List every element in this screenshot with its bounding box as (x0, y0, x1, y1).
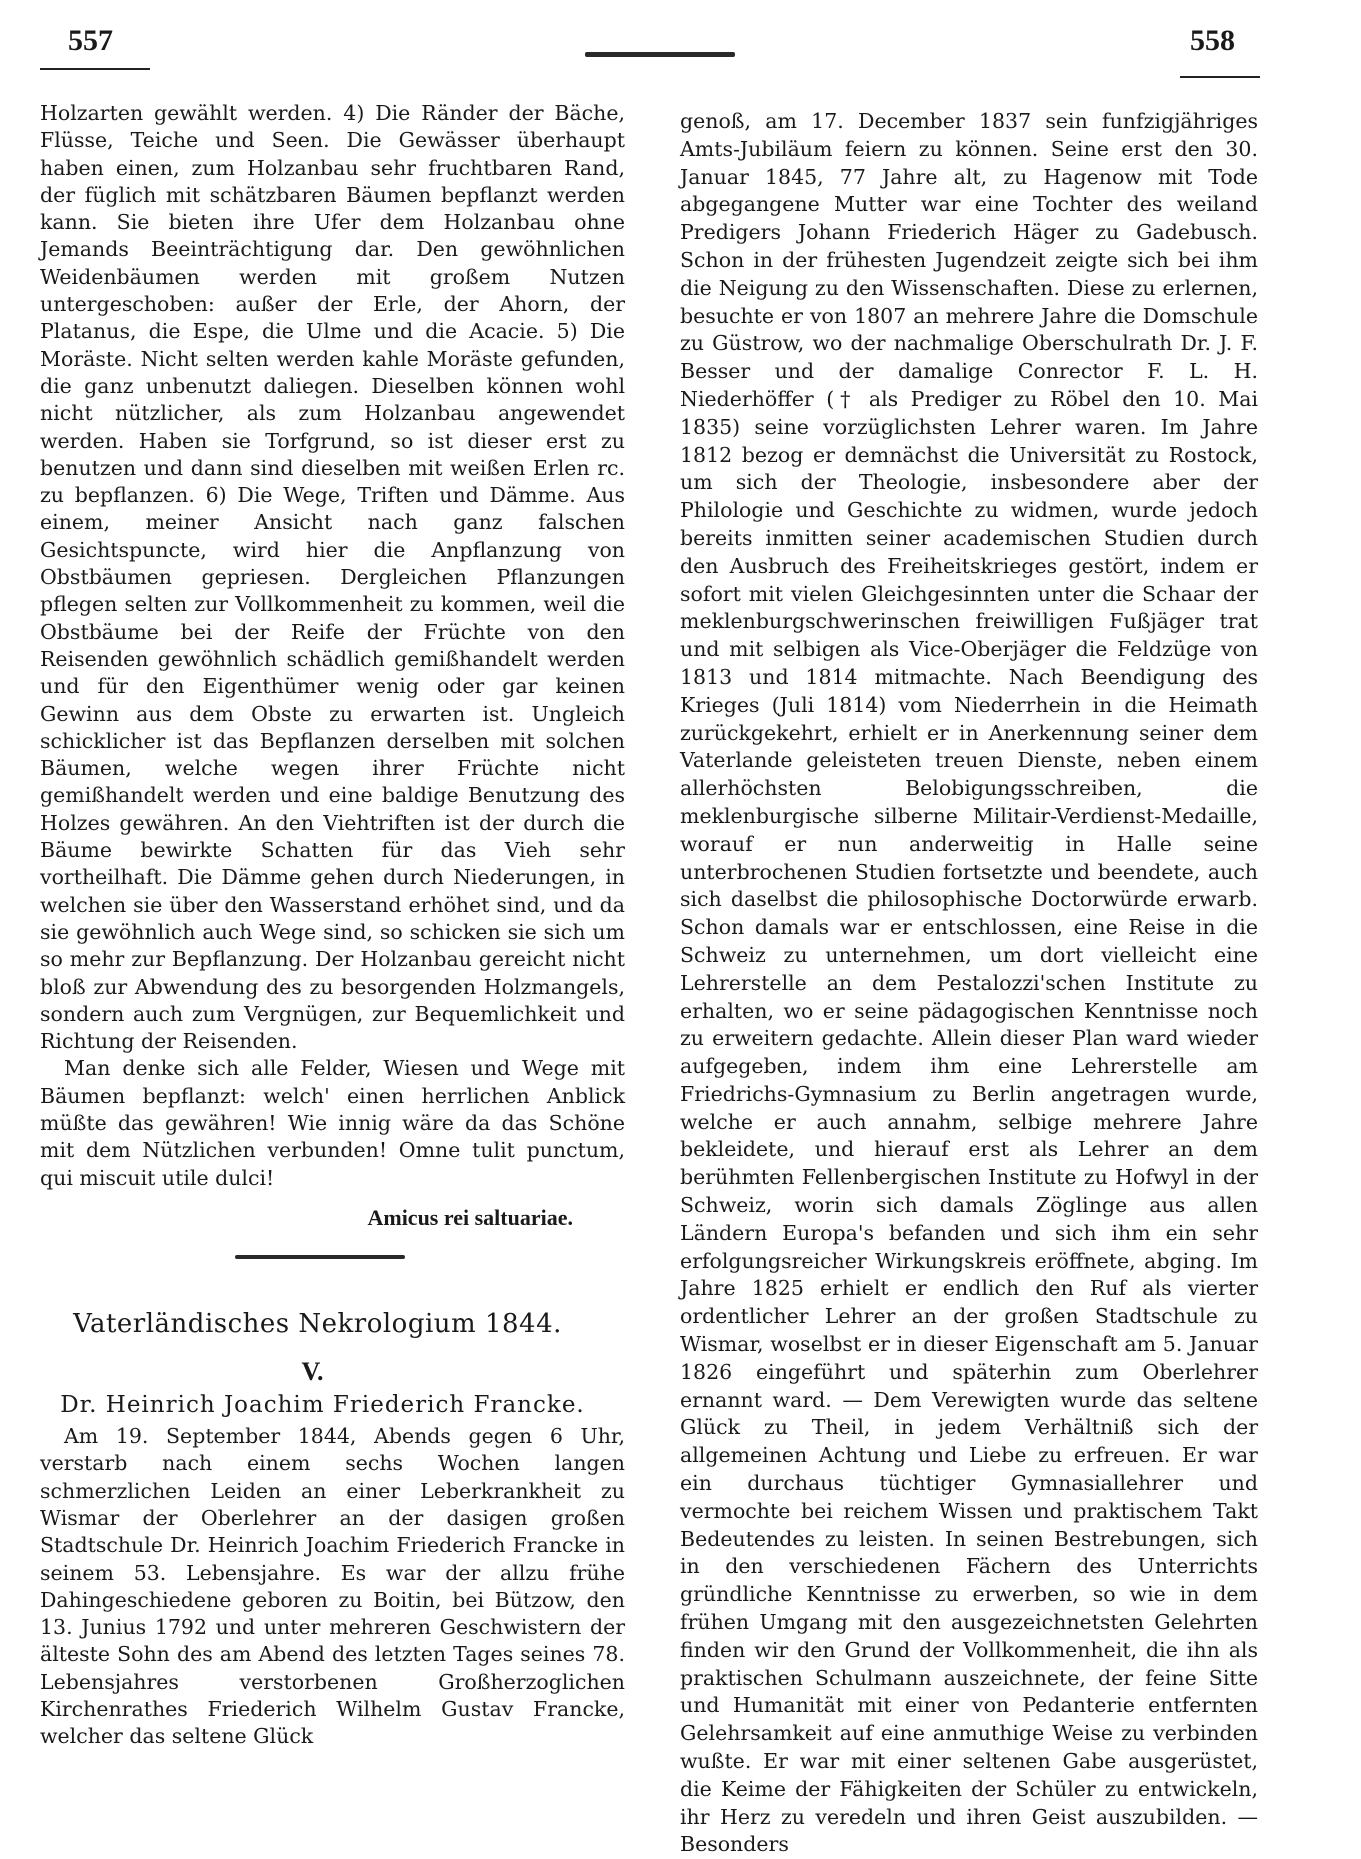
signature: Amicus rei saltuariae. (367, 1204, 573, 1230)
left-column (40, 100, 625, 1751)
page-number-right: 558 (1190, 24, 1235, 57)
left-paragraph-3: Am 19. September 1844, Abends gegen 6 Uhr, verstarb nach einem sechs Wochen langen schmerzlichen Leiden an einer Leberkrankheit zu Wismar der Oberlehrer an der dasigen großen Stadtschule Dr. Heinrich Joachim Friederich Francke in seinem 53. Lebensjahre. Es war der allzu frühe Dahingeschiedene geboren zu Boitin, bei Bützow, den 13. Junius 1792 und unter mehreren Geschwistern der älteste Sohn des am Abend des letzten Tages seines 78. Lebensjahres verstorbenen Großherzoglichen Kirchenrathes Friederich Wilhelm Gustav Francke, welcher das seltene Glück (40, 1424, 625, 1749)
page-number-left: 557 (68, 24, 113, 57)
person-name: Dr. Heinrich Joachim Friederich Francke. (60, 1391, 585, 1418)
header-ornament (585, 52, 735, 57)
left-paragraph-2: Man denke sich alle Felder, Wiesen und Wege mit Bäumen bepflanzt: welch' einen herrlichen Anblick müßte das gewähren! Wie innig wäre da das Schöne mit dem Nützlichen verbunden! Omne tulit punctum, qui miscuit utile dulci! (40, 1056, 625, 1190)
right-column (680, 108, 1258, 1859)
section-number: V. (301, 1357, 324, 1387)
separator-rule (235, 1255, 405, 1259)
left-paragraph-1: Holzarten gewählt werden. 4) Die Ränder der Bäche, Flüsse, Teiche und Seen. Die Gewässer überhaupt haben einen, zum Holzanbau sehr fruchtbaren Rand, der füglich mit schätzbaren Bäumen bepflanzt werden kann. Sie bieten ihre Ufer dem Holzanbau ohne Jemands Beeinträchtigung dar. Den gewöhnlichen Weidenbäumen werden mit großem Nutzen untergeschoben: außer der Erle, der Ahorn, der Platanus, die Espe, die Ulme und die Acacie. 5) Die Moräste. Nicht selten werden kahle Moräste gefunden, die ganz unbenutzt daliegen. Dieselben können wohl nicht nützlicher, als zum Holzanbau angewendet werden. Haben sie Torfgrund, so ist dieser erst zu benutzen und dann sind dieselben mit weißen Erlen rc. zu bepflanzen. 6) Die Wege, Triften und Dämme. Aus einem, meiner Ansicht nach ganz falschen Gesichtspuncte, wird hier die Anpflanzung von Obstbäumen gepriesen. Dergleichen Pflanzungen pflegen selten zur Vollkommenheit zu kommen, weil die Obstbäume bei der Reife der Früchte von den Reisenden gewöhnlich schädlich gemißhandelt werden und für den Eigenthümer wenig oder gar keinen Gewinn aus dem Obste zu erwarten ist. Ungleich schicklicher ist das Bepflanzen derselben mit solchen Bäumen, welche wegen ihrer Früchte nicht gemißhandelt werden und eine baldige Benutzung des Holzes gewähren. An den Viehtriften ist der durch die Bäume bewirkte Schatten für das Vieh sehr vortheilhaft. Die Dämme gehen durch Niederungen, in welchen sie über den Wasserstand erhöhet sind, und da sie gewöhnlich auch Wege sind, so schicken sie sich um so mehr zur Bepflanzung. Der Holzanbau gereicht nicht bloß zur Abwendung des zu besorgenden Holzmangels, sondern auch zum Vergnügen, zur Bequemlichkeit und Richtung der Reisenden. (40, 101, 625, 1054)
right-paragraph-1: genoß, am 17. December 1837 sein funfzigjähriges Amts-Jubiläum feiern zu können. Seine erst den 30. Januar 1845, 77 Jahre alt, zu Hagenow mit Tode abgegangene Mutter war eine Tochter des weiland Predigers Johann Friederich Häger zu Gadebusch. Schon in der frühesten Jugendzeit zeigte sich bei ihm die Neigung zu den Wissenschaften. Diese zu erlernen, besuchte er von 1807 an mehrere Jahre die Domschule zu Güstrow, wo der nachmalige Oberschulrath Dr. J. F. Besser und der damalige Conrector F. L. H. Niederhöffer († als Prediger zu Röbel den 10. Mai 1835) seine vorzüglichsten Lehrer waren. Im Jahre 1812 bezog er demnächst die Universität zu Rostock, um sich der Theologie, insbesondere aber der Philologie und Geschichte zu widmen, wurde jedoch bereits inmitten seiner academischen Studien durch den Ausbruch des Freiheitskrieges gestört, indem er sofort mit vielen Gleichgesinnten unter die Schaar der meklenburgschwerinschen freiwilligen Fußjäger trat und mit selbigen als Vice-Oberjäger die Feldzüge von 1813 und 1814 mitmachte. Nach Beendigung des Krieges (Juli 1814) vom Niederrhein in die Heimath zurückgekehrt, erhielt er in Anerkennung seiner dem Vaterlande geleisteten treuen Dienste, neben einem allerhöchsten Belobigungsschreiben, die meklenburgische silberne Militair-Verdienst-Medaille, worauf er nun anderweitig in Halle seine unterbrochenen Studien fortsetzte und beendete, auch sich daselbst die philosophische Doctorwürde erwarb. Schon damals war er entschlossen, eine Reise in die Schweiz zu unternehmen, um dort vielleicht eine Lehrerstelle an dem Pestalozzi'schen Institute zu erhalten, wo er seine pädagogischen Kenntnisse noch zu erweitern gedachte. Allein dieser Plan ward wieder aufgegeben, indem ihm eine Lehrerstelle am Friedrichs-Gymnasium zu Berlin angetragen wurde, welche er auch annahm, selbige mehrere Jahre bekleidete, und hierauf erst als Lehrer an dem berühmten Fellenbergischen Institute zu Hofwyl in der Schweiz, worin sich damals Zöglinge aus allen Ländern Europa's befanden und sich ihm ein sehr erfolgungsreicher Wirkungskreis eröffnete, abging. Im Jahre 1825 erhielt er endlich den Ruf als vierter ordentlicher Lehrer an der großen Stadtschule zu Wismar, woselbst er in dieser Eigenschaft am 5. Januar 1826 eingeführt und späterhin zum Oberlehrer ernannt ward. — Dem Verewigten wurde das seltene Glück zu Theil, in jedem Verhältniß sich der allgemeinen Achtung und Liebe zu erfreuen. Er war ein durchaus tüchtiger Gymnasiallehrer und vermochte bei reichem Wissen und praktischem Takt Bedeutendes zu leisten. In seinen Bestrebungen, sich in den verschiedenen Fächern des Unterrichts gründliche Kenntnisse zu erwerben, so wie in dem frühen Umgang mit den ausgezeichnetsten Gelehrten finden wir den Grund der Vollkommenheit, die ihn als praktischen Schulmann auszeichnete, der feine Sitte und Humanität mit einer von Pedanterie entfernten Gelehrsamkeit auf eine anmuthige Weise zu verbinden wußte. Er war mit einer seltenen Gabe ausgerüstet, die Keime der Fähigkeiten der Schüler zu entwickeln, ihr Herz zu veredeln und ihren Geist auszubilden. — Besonders (680, 109, 1258, 1857)
header-rule-left (40, 68, 150, 70)
header-rule-right (1180, 76, 1260, 78)
section-heading: Vaterländisches Nekrologium 1844. (73, 1309, 562, 1340)
